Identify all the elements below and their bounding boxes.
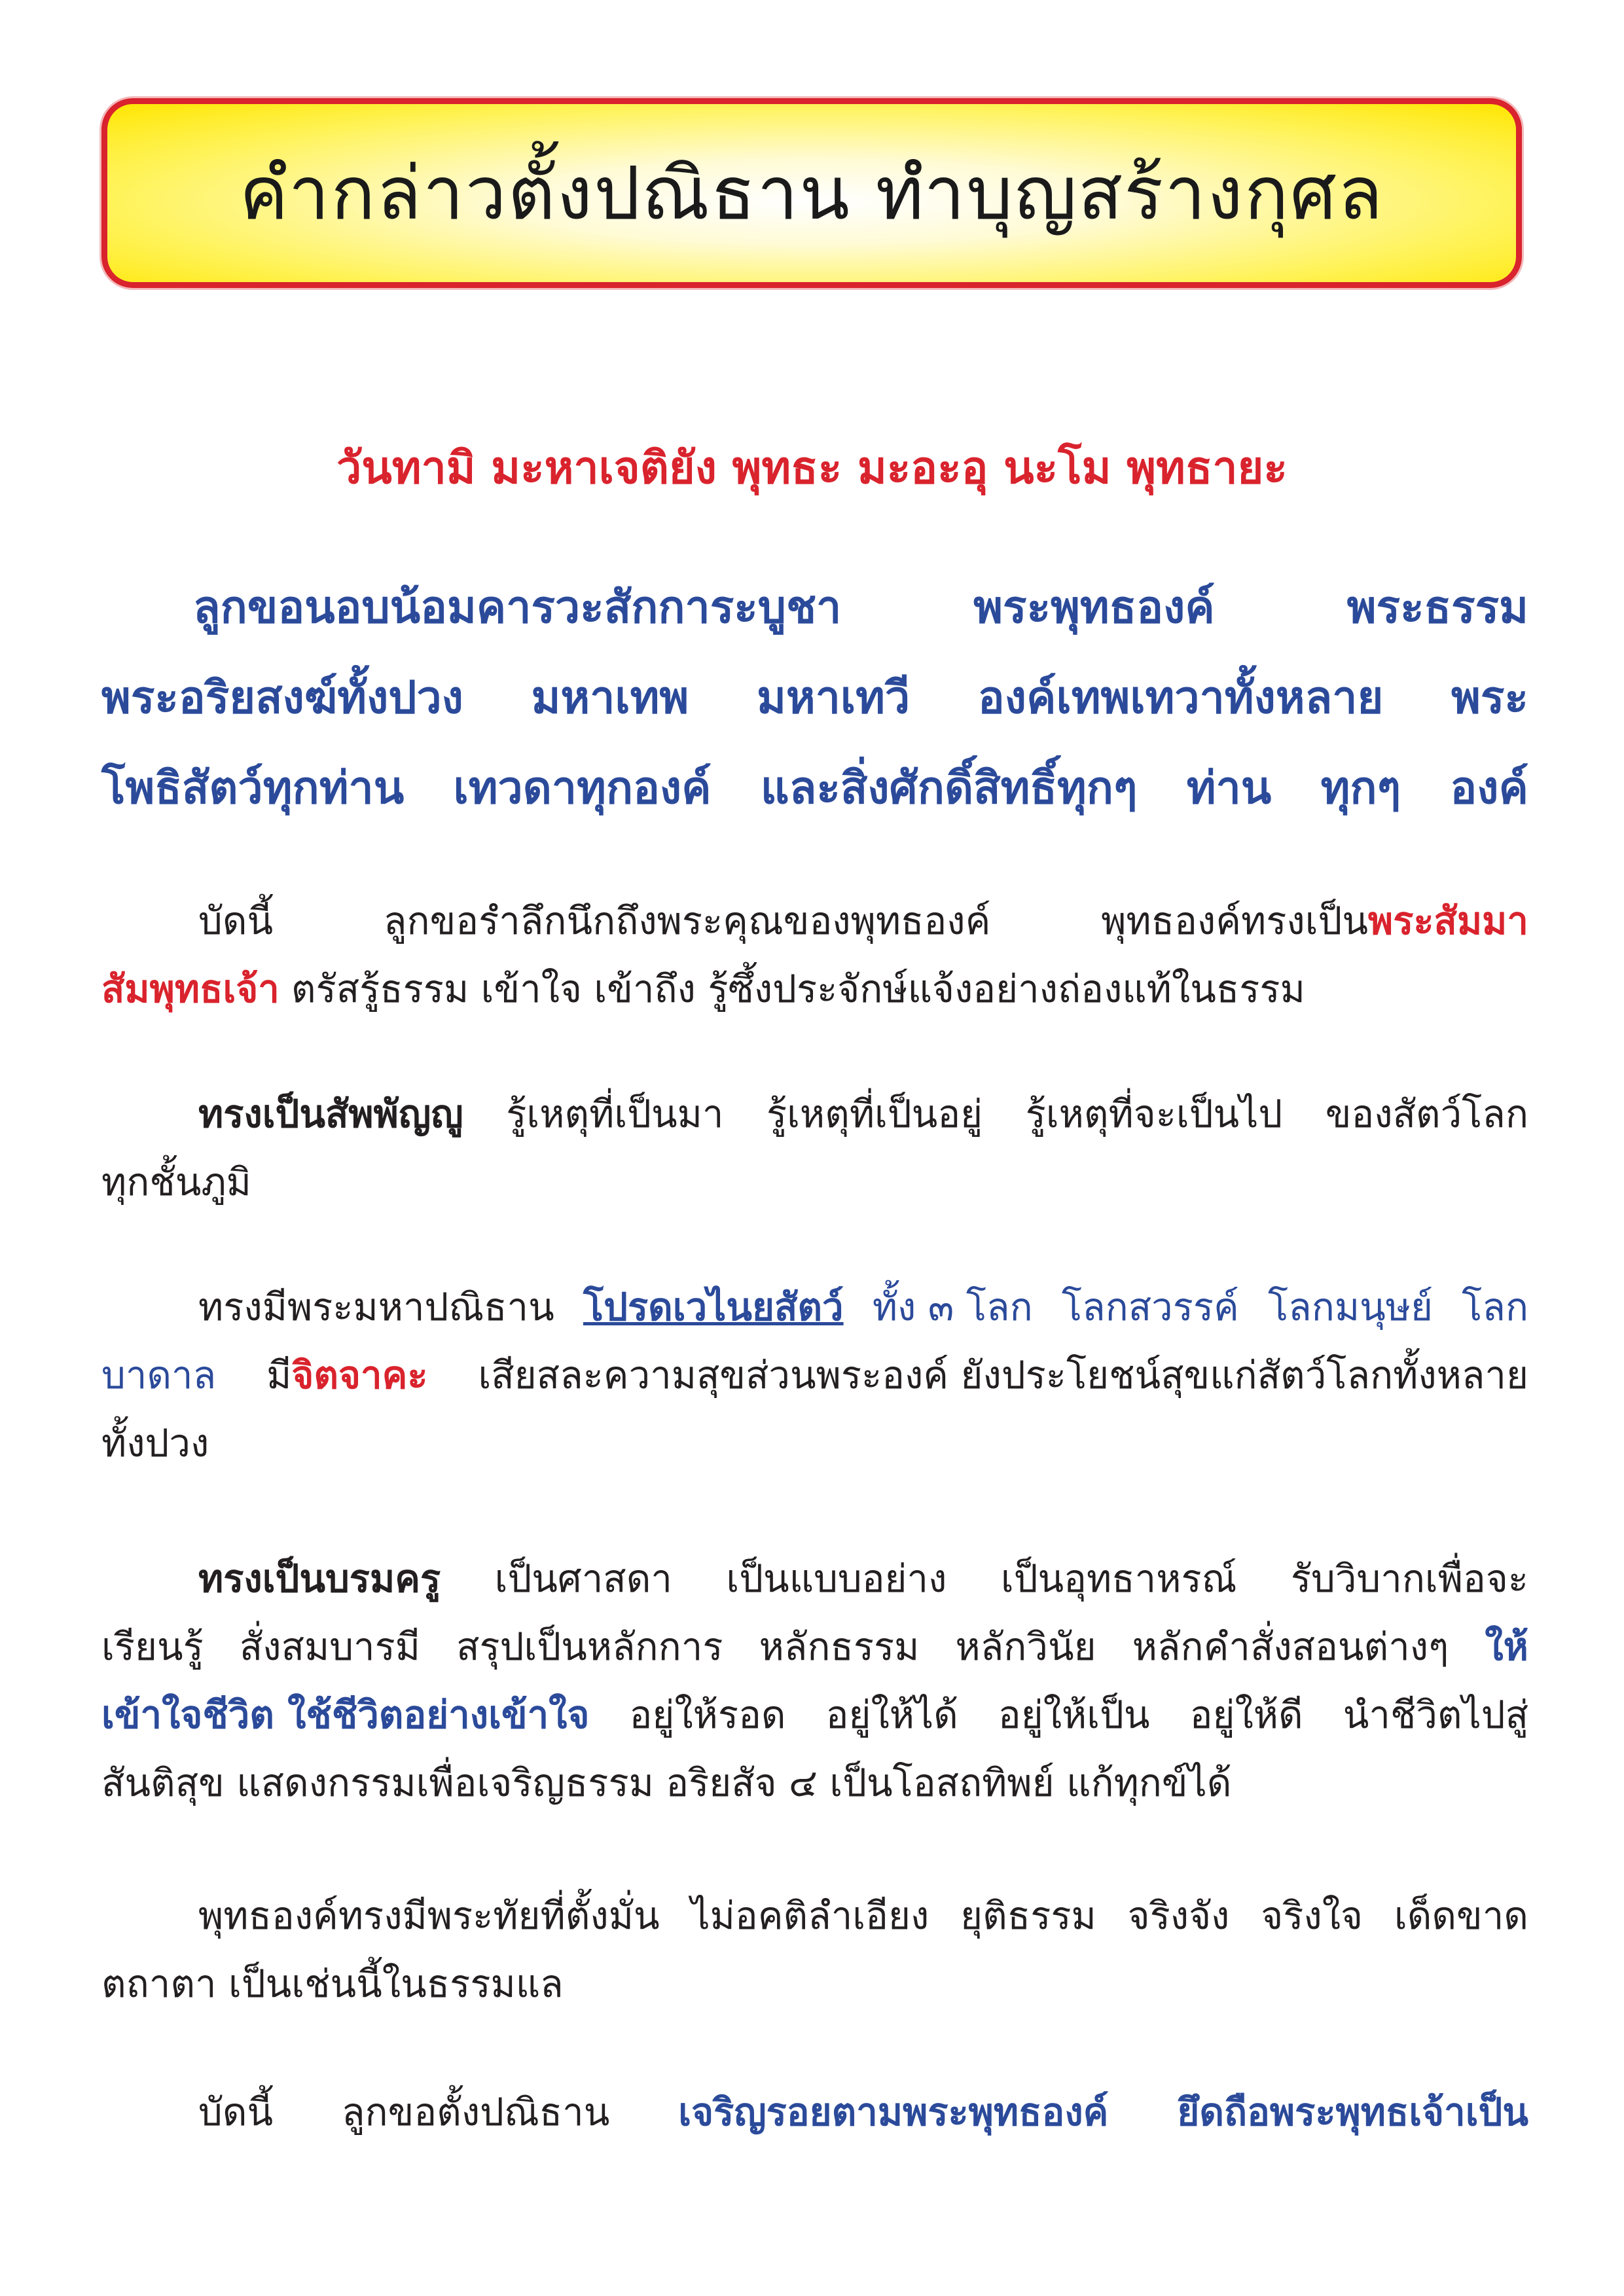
intro-phrase: โพธิสัตว์ทุกท่าน	[101, 762, 405, 814]
paragraph-line	[101, 955, 1528, 1023]
title-banner	[101, 98, 1522, 288]
highlight-text: เข้าใจชีวิต ใช้ชีวิตอย่างเข้าใจ	[101, 1693, 590, 1737]
paragraph-sammasambuddha	[101, 887, 1528, 1023]
paragraph-line	[101, 1080, 1528, 1148]
text-run	[1101, 887, 1528, 955]
intro-phrase: เทวดาทุกองค์	[453, 762, 712, 814]
text-run: พุทธองค์ทรงเป็น	[1101, 899, 1369, 943]
intro-phrase: องค์เทพเทวาทั้งหลาย	[977, 672, 1384, 724]
intro-line	[101, 744, 1528, 834]
paragraph-line	[101, 1409, 1528, 1477]
text-run: ของสัตว์โลก	[1325, 1092, 1528, 1136]
intro-phrase: ลูกขอนอบน้อมคารวะสักการะบูชา	[193, 582, 842, 634]
text-run: ตถาตา เป็นเช่นนี้ในธรรมแล	[101, 1962, 564, 2006]
intro-phrase: องค์	[1450, 762, 1528, 814]
paragraph-line	[101, 1882, 1528, 1950]
intro-phrase: พระอริยสงฆ์ทั้งปวง	[101, 672, 463, 724]
intro-phrase: มหาเทวี	[757, 672, 911, 724]
text-run: บัดนี้	[198, 2090, 274, 2134]
text-run: รู้เหตุที่เป็นมา	[506, 1092, 724, 1136]
highlight-text: ยึดถือพระพุทธเจ้าเป็น	[1177, 2090, 1528, 2134]
intro-phrase: ทุกๆ	[1320, 762, 1401, 814]
paragraph-line	[101, 1273, 1528, 1341]
text-run: เป็นแบบอย่าง	[726, 1556, 947, 1601]
text-run: โลกมนุษย์	[1268, 1285, 1433, 1329]
text-run: โลกสวรรค์	[1061, 1285, 1239, 1329]
text-run: จริงจัง	[1127, 1893, 1230, 1938]
intro-phrase: ท่าน	[1186, 762, 1272, 814]
text-run: รู้เหตุที่จะเป็นไป	[1025, 1092, 1283, 1136]
intro-phrase: พระธรรม	[1346, 582, 1528, 634]
paragraph-vow	[101, 2078, 1528, 2146]
text-run: เด็ดขาด	[1394, 1893, 1528, 1938]
paragraph-line	[101, 1341, 1528, 1409]
text-run: สรุปเป็นหลักการ	[456, 1624, 723, 1669]
highlight-text: พระสัมมา	[1368, 899, 1528, 943]
text-run: เรียนรู้	[101, 1624, 204, 1669]
text-run: พุทธองค์ทรงมีพระทัยที่ตั้งมั่น	[198, 1893, 660, 1938]
text-run: หลักวินัย	[955, 1624, 1096, 1669]
text-run: ลูกขอรำลึกนึกถึงพระคุณของพุทธองค์	[383, 899, 991, 943]
highlight-text: เจริญรอยตามพระพุทธองค์	[678, 2090, 1109, 2134]
text-run: เสียสละความสุขส่วนพระองค์ ยังประโยชน์สุขแก่สัตว์โลกทั้งหลาย	[478, 1353, 1528, 1397]
text-run: อยู่ให้ดี	[1189, 1693, 1303, 1737]
intro-phrase: พระ	[1451, 672, 1528, 724]
paragraph-line	[101, 1950, 1528, 2018]
highlight-text: จิตจาคะ	[291, 1353, 428, 1397]
paragraph-line	[101, 887, 1528, 955]
text-run: มี	[266, 1353, 292, 1397]
paragraph-sabbannu	[101, 1080, 1528, 1216]
text-run: สั่งสมบารมี	[239, 1624, 420, 1669]
paragraph-line	[101, 1613, 1528, 1681]
text-run	[266, 1341, 427, 1409]
intro-phrase: มหาเทพ	[531, 672, 689, 724]
text-run: หลักคำสั่งสอนต่างๆ	[1132, 1624, 1449, 1669]
text-run: บัดนี้	[198, 899, 274, 943]
intro-paragraph	[101, 563, 1528, 834]
text-run: ยุติธรรม	[960, 1893, 1096, 1938]
intro-phrase: พระพุทธองค์	[973, 582, 1215, 634]
text-run: หลักธรรม	[759, 1624, 920, 1669]
text-run: อยู่ให้ได้	[825, 1693, 958, 1737]
paragraph-line	[101, 2078, 1528, 2146]
paragraph-boromakhru	[101, 1545, 1528, 1817]
text-run: จริงใจ	[1261, 1893, 1363, 1938]
text-run: ลูกขอตั้งปณิธาน	[342, 2090, 610, 2134]
text-run: รู้เหตุที่เป็นอยู่	[766, 1092, 983, 1136]
text-run: โลก	[1462, 1285, 1528, 1329]
paragraph-line	[101, 1148, 1528, 1216]
text-run: บาดาล	[101, 1353, 217, 1397]
intro-phrase: และสิ่งศักดิ์สิทธิ์ทุกๆ	[760, 762, 1138, 814]
intro-line	[101, 563, 1528, 653]
paragraph-tathata	[101, 1882, 1528, 2018]
highlight-text: สัมพุทธเจ้า	[101, 967, 280, 1011]
text-run: ทั้ง ๓ โลก	[872, 1285, 1033, 1329]
paragraph-line	[101, 1749, 1528, 1817]
paragraph-line	[101, 1545, 1528, 1613]
highlight-text: ให้	[1485, 1624, 1528, 1669]
text-run: อยู่ให้เป็น	[998, 1693, 1150, 1737]
paragraph-line	[101, 1681, 1528, 1749]
heading-text: ทรงเป็นสัพพัญญู	[198, 1092, 463, 1136]
text-run: เป็นศาสดา	[494, 1556, 672, 1601]
text-run: ไม่อคติลำเอียง	[691, 1893, 929, 1938]
paragraph-panidhana	[101, 1273, 1528, 1477]
page-title: คำกล่าวตั้งปณิธาน ทำบุญสร้างกุศล	[239, 151, 1384, 236]
text-run: ทั้งปวง	[101, 1421, 209, 1465]
invocation-verse: วันทามิ มะหาเจติยัง พุทธะ มะอะอุ นะโม พุทธายะ	[336, 442, 1288, 494]
text-run: ทรงมีพระมหาปณิธาน	[198, 1285, 554, 1329]
text-run: นำชีวิตไปสู่	[1343, 1693, 1528, 1737]
text-run: รับวิบากเพื่อจะ	[1290, 1556, 1528, 1601]
intro-line	[101, 653, 1528, 744]
text-run: ทุกชั้นภูมิ	[101, 1160, 251, 1204]
text-run: ตรัสรู้ธรรม เข้าใจ เข้าถึง รู้ซึ้งประจักษ์แจ้งอย่างถ่องแท้ในธรรม	[291, 967, 1305, 1011]
text-run: อยู่ให้รอด	[629, 1693, 786, 1737]
text-run: เป็นอุทธาหรณ์	[1000, 1556, 1237, 1601]
text-run: สันติสุข แสดงกรรมเพื่อเจริญธรรม อริยสัจ ๔ เป็นโอสถทิพย์ แก้ทุกข์ได้	[101, 1761, 1232, 1805]
highlight-text: โปรดเวไนยสัตว์	[583, 1285, 844, 1329]
heading-text: ทรงเป็นบรมครู	[198, 1556, 441, 1601]
